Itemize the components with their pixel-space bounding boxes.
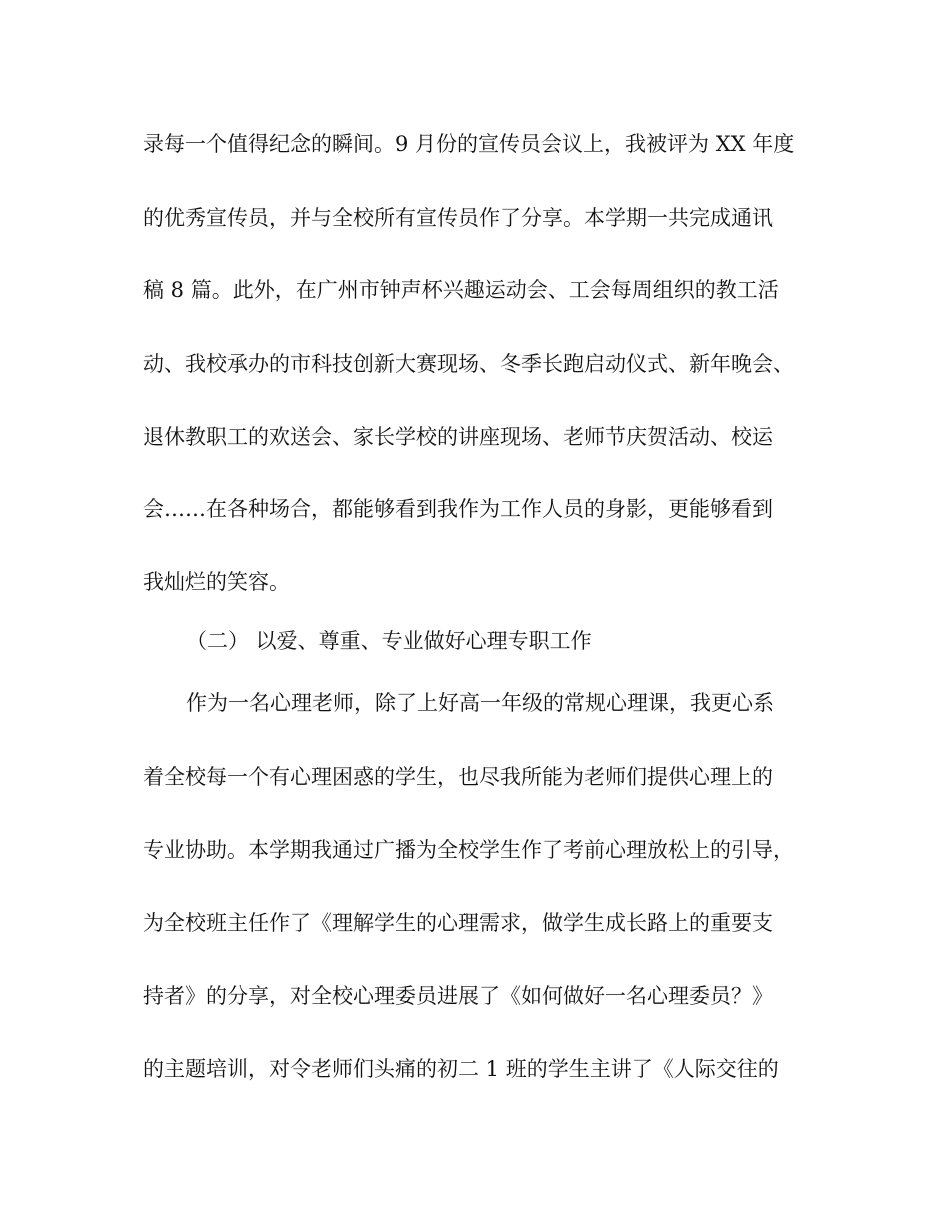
section-heading: （二） 以爱、尊重、专业做好心理专职工作: [186, 629, 592, 653]
text-line: 持者》的分享，对全校心理委员进展了《如何做好一名心理委员？》: [143, 984, 773, 1008]
text-line: 为全校班主任作了《理解学生的心理需求，做学生成长路上的重要支: [143, 911, 773, 935]
text-line: 退休教职工的欢送会、家长学校的讲座现场、老师节庆贺活动、校运: [143, 425, 773, 449]
text-line: 我灿烂的笑容。: [143, 570, 290, 594]
text-line: 录每一个值得纪念的瞬间。9 月份的宣传员会议上，我被评为 XX 年度: [143, 132, 795, 156]
text-line: 会……在各种场合，都能够看到我作为工作人员的身影，更能够看到: [143, 497, 773, 521]
text-line: 动、我校承办的市科技创新大赛现场、冬季长跑启动仪式、新年晚会、: [143, 352, 794, 376]
text-line: 稿 8 篇。此外，在广州市钟声杯兴趣运动会、工会每周组织的教工活: [143, 278, 779, 302]
text-line: 的主题培训，对令老师们头痛的初二 1 班的学生主讲了《人际交往的: [143, 1057, 779, 1081]
paragraph-first-line: 作为一名心理老师，除了上好高一年级的常规心理课，我更心系: [186, 691, 774, 715]
text-line: 专业协助。本学期我通过广播为全校学生作了考前心理放松上的引导，: [143, 838, 794, 862]
text-line: 着全校每一个有心理困惑的学生，也尽我所能为老师们提供心理上的: [143, 765, 773, 789]
text-line: 的优秀宣传员，并与全校所有宣传员作了分享。本学期一共完成通讯: [143, 206, 773, 230]
